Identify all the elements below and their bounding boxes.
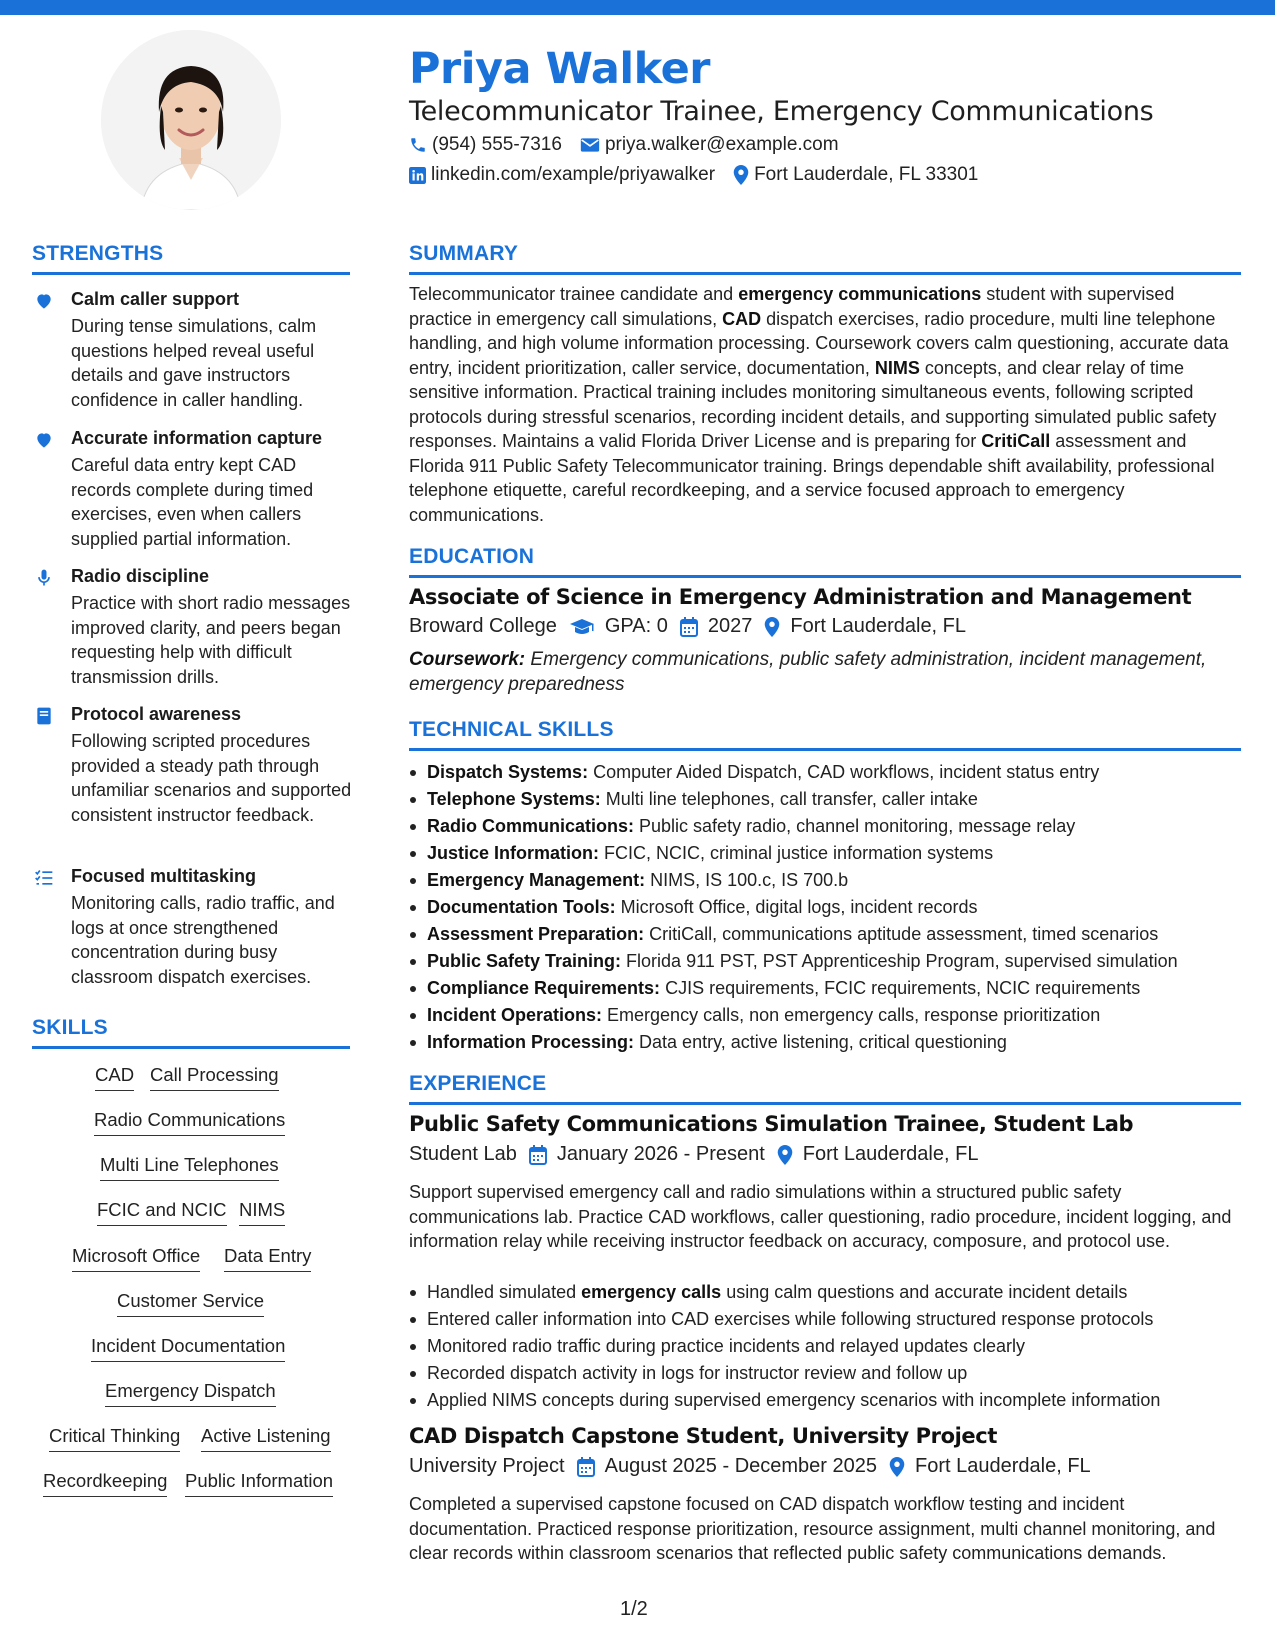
skill-tag: Recordkeeping: [43, 1470, 167, 1497]
list-item: Public Safety Training: Florida 911 PST, PST Apprenticeship Program, supervised simulation: [409, 949, 1241, 976]
candidate-headline: Telecommunicator Trainee, Emergency Communications: [409, 96, 1154, 127]
skill-tag: Customer Service: [117, 1290, 264, 1317]
strength-title: Radio discipline: [71, 566, 210, 586]
list-item: Applied NIMS concepts during supervised emergency scenarios with incomplete information: [409, 1388, 1241, 1415]
job-org: Student Lab: [409, 1143, 517, 1165]
skill-tag: Incident Documentation: [91, 1335, 285, 1362]
phone-icon: [409, 136, 427, 154]
list-item: Assessment Preparation: CritiCall, communications aptitude assessment, timed scenarios: [409, 922, 1241, 949]
skill-tag: Emergency Dispatch: [105, 1380, 276, 1407]
list-item: Entered caller information into CAD exercises while following structured response protocols: [409, 1307, 1241, 1334]
strength-desc: Following scripted procedures provided a steady path through unfamiliar scenarios and supported consistent instructor feedback.: [71, 731, 352, 825]
list-item: Documentation Tools: Microsoft Office, digital logs, incident records: [409, 895, 1241, 922]
heart-icon: [34, 291, 54, 311]
envelope-icon: [580, 137, 600, 153]
skill-tag: Multi Line Telephones: [100, 1154, 279, 1181]
technical-skills-heading: TECHNICAL SKILLS: [409, 718, 614, 741]
job-location: Fort Lauderdale, FL: [915, 1455, 1091, 1477]
graduation-year: 2027: [707, 615, 753, 637]
strength-desc: During tense simulations, calm questions helped reveal useful details and gave instructors confidence in caller handling.: [71, 316, 317, 410]
job-org: University Project: [409, 1455, 565, 1477]
job-description: Completed a supervised capstone focused on CAD dispatch workflow testing and incident documentation. Practiced response prioritization, resource assignment, multi channel monitoring, and clear records within classroom scenarios that reflected public safety communications demands.: [409, 1494, 1216, 1563]
strength-title: Accurate information capture: [71, 428, 323, 448]
coursework-text: Coursework: Emergency communications, public safety administration, incident management, emergency preparedness: [409, 649, 1207, 695]
job-title: CAD Dispatch Capstone Student, University Project: [409, 1424, 997, 1448]
linkedin-text: linkedin.com/example/priyawalker: [431, 164, 716, 185]
calendar-icon: [577, 1457, 595, 1477]
list-item: Recorded dispatch activity in logs for instructor review and follow up: [409, 1361, 1241, 1388]
job-meta: [409, 1143, 978, 1166]
job-title: Public Safety Communications Simulation Trainee, Student Lab: [409, 1112, 1134, 1136]
map-pin-icon: [733, 165, 749, 185]
skill-tag: FCIC and NCIC: [97, 1199, 227, 1226]
strength-desc: Practice with short radio messages improved clarity, and peers began requesting help with difficult transmission drills.: [71, 593, 351, 687]
strength-desc: Monitoring calls, radio traffic, and logs at once strengthened concentration during busy classroom dispatch exercises.: [71, 893, 335, 987]
strengths-heading: STRENGTHS: [32, 242, 164, 265]
job-dates: January 2026 - Present: [556, 1143, 765, 1165]
skills-heading: SKILLS: [32, 1016, 108, 1039]
email-text: priya.walker@example.com: [604, 134, 839, 155]
contact-row-2: [409, 164, 996, 186]
page-number: 1/2: [620, 1598, 648, 1620]
map-pin-icon: [777, 1145, 793, 1165]
linkedin-contact[interactable]: [409, 164, 715, 186]
gpa-text: GPA: 0: [604, 615, 668, 637]
skill-tag: NIMS: [239, 1199, 285, 1226]
location-contact: [733, 164, 978, 186]
school-location: Fort Lauderdale, FL: [790, 615, 967, 637]
candidate-name: Priya Walker: [409, 44, 710, 94]
list-item: Dispatch Systems: Computer Aided Dispatch, CAD workflows, incident status entry: [409, 760, 1241, 787]
email-contact[interactable]: [580, 134, 839, 156]
education-meta: [409, 615, 966, 638]
summary-rule: [409, 272, 1241, 275]
strength-desc: Careful data entry kept CAD records complete during timed exercises, even when callers supplied partial information.: [71, 455, 314, 549]
list-item: Compliance Requirements: CJIS requirements, FCIC requirements, NCIC requirements: [409, 976, 1241, 1003]
technical-skills-list: [409, 760, 1241, 1057]
calendar-icon: [529, 1145, 547, 1165]
job-meta: [409, 1455, 1091, 1478]
list-item: Emergency Management: NIMS, IS 100.c, IS 700.b: [409, 868, 1241, 895]
summary-text: Telecommunicator trainee candidate and emergency communications student with supervised practice in emergency call simulations, CAD dispatch exercises, radio procedure, multi line telephone handling, and high volume information processing. Coursework covers calm questioning, accurate data entry, incident prioritization, caller service, documentation, NIMS concepts, and clear relay of time sensitive information. Practical training includes monitoring simultaneous events, following scripted protocols during stressful scenarios, recording incident details, and supporting simulated public safety responses. Maintains a valid Florida Driver License and is preparing for CritiCall assessment and Florida 911 Public Safety Telecommunicator training. Brings dependable shift availability, professional telephone etiquette, careful recordkeeping, and a service focused approach to emergency communications.: [409, 284, 1229, 525]
phone-contact[interactable]: [409, 134, 562, 156]
strength-title: Focused multitasking: [71, 866, 257, 886]
skill-tag: Data Entry: [224, 1245, 311, 1272]
location-text: Fort Lauderdale, FL 33301: [754, 164, 979, 185]
phone-text: (954) 555-7316: [432, 134, 562, 155]
list-item: Handled simulated emergency calls using calm questions and accurate incident details: [409, 1280, 1241, 1307]
skill-tag: CAD: [95, 1064, 134, 1091]
school-name: Broward College: [409, 615, 557, 637]
list-item: Justice Information: FCIC, NCIC, criminal justice information systems: [409, 841, 1241, 868]
job-bullets: [409, 1280, 1241, 1415]
profile-photo: [101, 30, 281, 210]
education-rule: [409, 575, 1241, 578]
map-pin-icon: [764, 617, 780, 637]
calendar-icon: [680, 617, 698, 637]
degree-title: Associate of Science in Emergency Administration and Management: [409, 585, 1192, 609]
experience-rule: [409, 1102, 1241, 1105]
job-description: Support supervised emergency call and radio simulations within a structured public safety communications lab. Practice CAD workflows, caller questioning, radio procedure, incident logging, and information relay while receiving instructor feedback on accuracy, composure, and protocol use.: [409, 1182, 1232, 1251]
book-icon: [34, 706, 54, 726]
skill-tag: Active Listening: [201, 1425, 331, 1452]
strength-title: Protocol awareness: [71, 704, 242, 724]
list-item: Incident Operations: Emergency calls, non emergency calls, response prioritization: [409, 1003, 1241, 1030]
list-item: Monitored radio traffic during practice incidents and relayed updates clearly: [409, 1334, 1241, 1361]
skills-rule: [32, 1046, 350, 1049]
list-item: Radio Communications: Public safety radio, channel monitoring, message relay: [409, 814, 1241, 841]
technical-skills-rule: [409, 748, 1241, 751]
linkedin-icon: [409, 167, 426, 184]
strength-title: Calm caller support: [71, 289, 240, 309]
skill-tag: Radio Communications: [94, 1109, 285, 1136]
skill-tag: Microsoft Office: [72, 1245, 200, 1272]
graduation-cap-icon: [569, 617, 595, 637]
skill-tag: Call Processing: [150, 1064, 279, 1091]
top-accent-bar: [0, 0, 1275, 15]
contact-row-1: [409, 134, 857, 156]
skill-tag: Public Information: [185, 1470, 333, 1497]
experience-heading: EXPERIENCE: [409, 1072, 547, 1095]
skill-tag: Critical Thinking: [49, 1425, 180, 1452]
map-pin-icon: [889, 1457, 905, 1477]
list-item: Telephone Systems: Multi line telephones, call transfer, caller intake: [409, 787, 1241, 814]
list-item: Information Processing: Data entry, active listening, critical questioning: [409, 1030, 1241, 1057]
job-location: Fort Lauderdale, FL: [802, 1143, 979, 1165]
strengths-rule: [32, 272, 350, 275]
checklist-icon: [34, 868, 54, 888]
job-dates: August 2025 - December 2025: [604, 1455, 878, 1477]
summary-heading: SUMMARY: [409, 242, 519, 265]
microphone-icon: [34, 568, 54, 588]
heart-icon: [34, 430, 54, 450]
education-heading: EDUCATION: [409, 545, 535, 568]
